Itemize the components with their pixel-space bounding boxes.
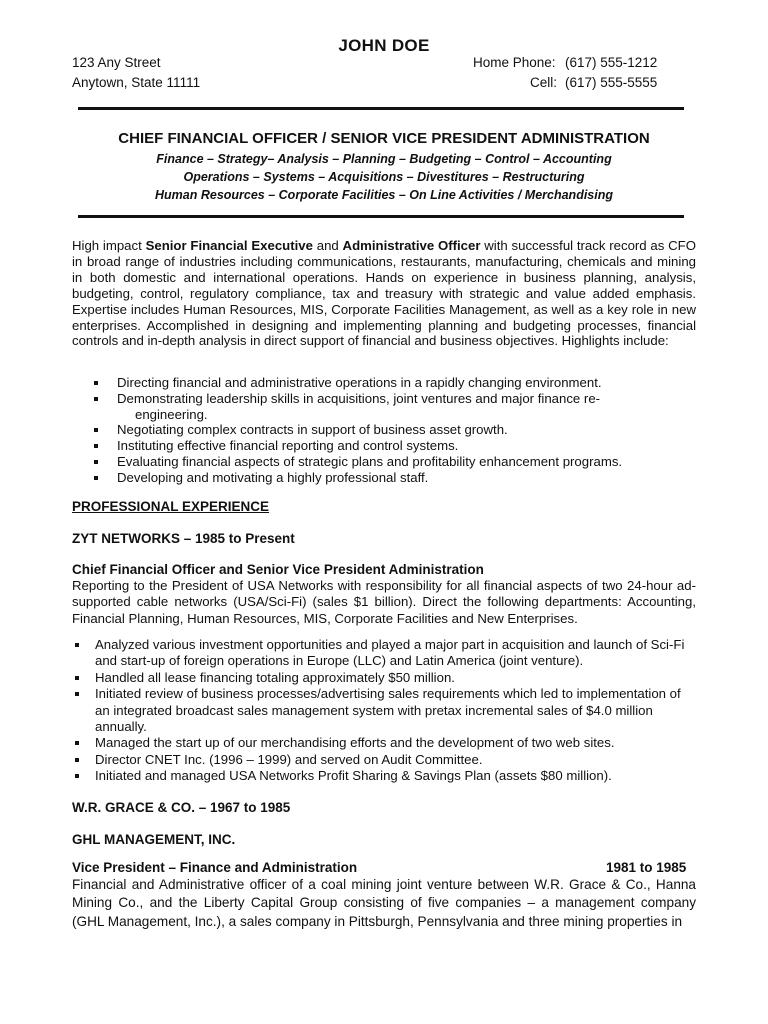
- skills-line-3: Human Resources – Corporate Facilities – On Line Activities / Merchandising: [155, 188, 613, 202]
- list-item: Developing and motivating a highly professional staff.: [72, 470, 692, 486]
- company-wr-grace: W.R. GRACE & CO. – 1967 to 1985: [72, 800, 291, 815]
- role-description-vp-finance: Financial and Administrative officer of a coal mining joint venture between W.R. Grace & Co., Hanna Mining Co., and the Liberty Capital Group consisting of five companies – a management company (GHL Management, Inc.), a sales company in Pittsburgh, Pennsylvania and three mining properties in: [72, 877, 696, 929]
- summary-connector: and: [312, 238, 343, 253]
- list-item: Director CNET Inc. (1996 – 1999) and served on Audit Committee.: [72, 752, 696, 768]
- summary-text: with successful track record as CFO in broad range of industries including communications, restaurants, manufacturing, chemicals and mining in both domestic and international operations. Hands on experience in business planning, analysis, budgeting, control, regulatory compliance, tax and treasury with strategic and value added emphasis. Expertise includes Human Resources, MIS, Corporate Facilities Management, as well as a key role in new enterprises. Accomplished in designing and implementing planning and budgeting processes, financial controls and in-depth analysis in direct support of financial and business objectives. Highlights include:: [72, 238, 696, 349]
- headline-title: CHIEF FINANCIAL OFFICER / SENIOR VICE PRESIDENT ADMINISTRATION: [118, 130, 650, 147]
- list-item: Managed the start up of our merchandising efforts and the development of two web sites.: [72, 735, 696, 751]
- list-item: Analyzed various investment opportunities and played a major part in acquisition and launch of Sci-Fi and start-up of foreign operations in Europe (LLC) and Latin America (joint venture).: [72, 637, 696, 670]
- home-phone: (617) 555-1212: [565, 55, 658, 70]
- role-description-cfo: Reporting to the President of USA Networks with responsibility for all financial aspects of two 24-hour ad-supported cable networks (USA/Sci-Fi) (sales $1 billion). Direct the following departments: Accounting, Financial Planning, Human Resources, MIS, Corporate Facilities and New Enterprises.: [72, 578, 696, 626]
- company-zyt-networks: ZYT NETWORKS – 1985 to Present: [72, 531, 295, 546]
- highlights-list: [72, 375, 692, 486]
- list-item: Initiated and managed USA Networks Profit Sharing & Savings Plan (assets $80 million).: [72, 768, 696, 784]
- city-state: Anytown, State 11111: [72, 75, 201, 90]
- role-dates-vp-finance: 1981 to 1985: [606, 860, 687, 875]
- skills-line-2: Operations – Systems – Acquisitions – Divestitures – Restructuring: [183, 170, 585, 184]
- role-title-vp-finance: Vice President – Finance and Administration: [72, 860, 358, 875]
- header-divider: [78, 107, 684, 110]
- summary-emphasis-1: Senior Financial Executive: [145, 238, 313, 253]
- role-title-cfo: Chief Financial Officer and Senior Vice President Administration: [72, 562, 484, 577]
- list-item-text: Demonstrating leadership skills in acquisitions, joint ventures and major finance re-: [117, 390, 601, 406]
- skills-line-1: Finance – Strategy– Analysis – Planning – Budgeting – Control – Accounting: [156, 152, 612, 166]
- cell-phone: (617) 555-5555: [565, 75, 658, 90]
- street-address: 123 Any Street: [72, 55, 161, 70]
- section-heading-experience: PROFESSIONAL EXPERIENCE: [72, 499, 270, 514]
- list-item: Negotiating complex contracts in support of business asset growth.: [72, 422, 692, 438]
- company-ghl-management: GHL MANAGEMENT, INC.: [72, 832, 236, 847]
- list-item-continuation: engineering.: [135, 406, 208, 422]
- list-item: Directing financial and administrative operations in a rapidly changing environment.: [72, 375, 692, 391]
- cell-label: Cell:: [530, 75, 558, 90]
- home-phone-label: Home Phone:: [473, 55, 556, 70]
- summary-paragraph: [72, 238, 696, 349]
- headline-divider: [78, 215, 684, 218]
- list-item: Initiated review of business processes/advertising sales requirements which led to implementation of an integrated broadcast sales management system with pretax incremental sales of $4.0 million annually.: [72, 686, 696, 735]
- list-item: Instituting effective financial reporting and control systems.: [72, 438, 692, 454]
- summary-intro: High impact: [72, 238, 146, 253]
- achievements-list: [72, 637, 696, 785]
- candidate-name: JOHN DOE: [338, 36, 430, 55]
- summary-emphasis-2: Administrative Officer: [342, 238, 481, 253]
- list-item: [72, 391, 692, 423]
- list-item: Handled all lease financing totaling approximately $50 million.: [72, 670, 696, 686]
- list-item: Evaluating financial aspects of strategic plans and profitability enhancement programs.: [72, 454, 692, 470]
